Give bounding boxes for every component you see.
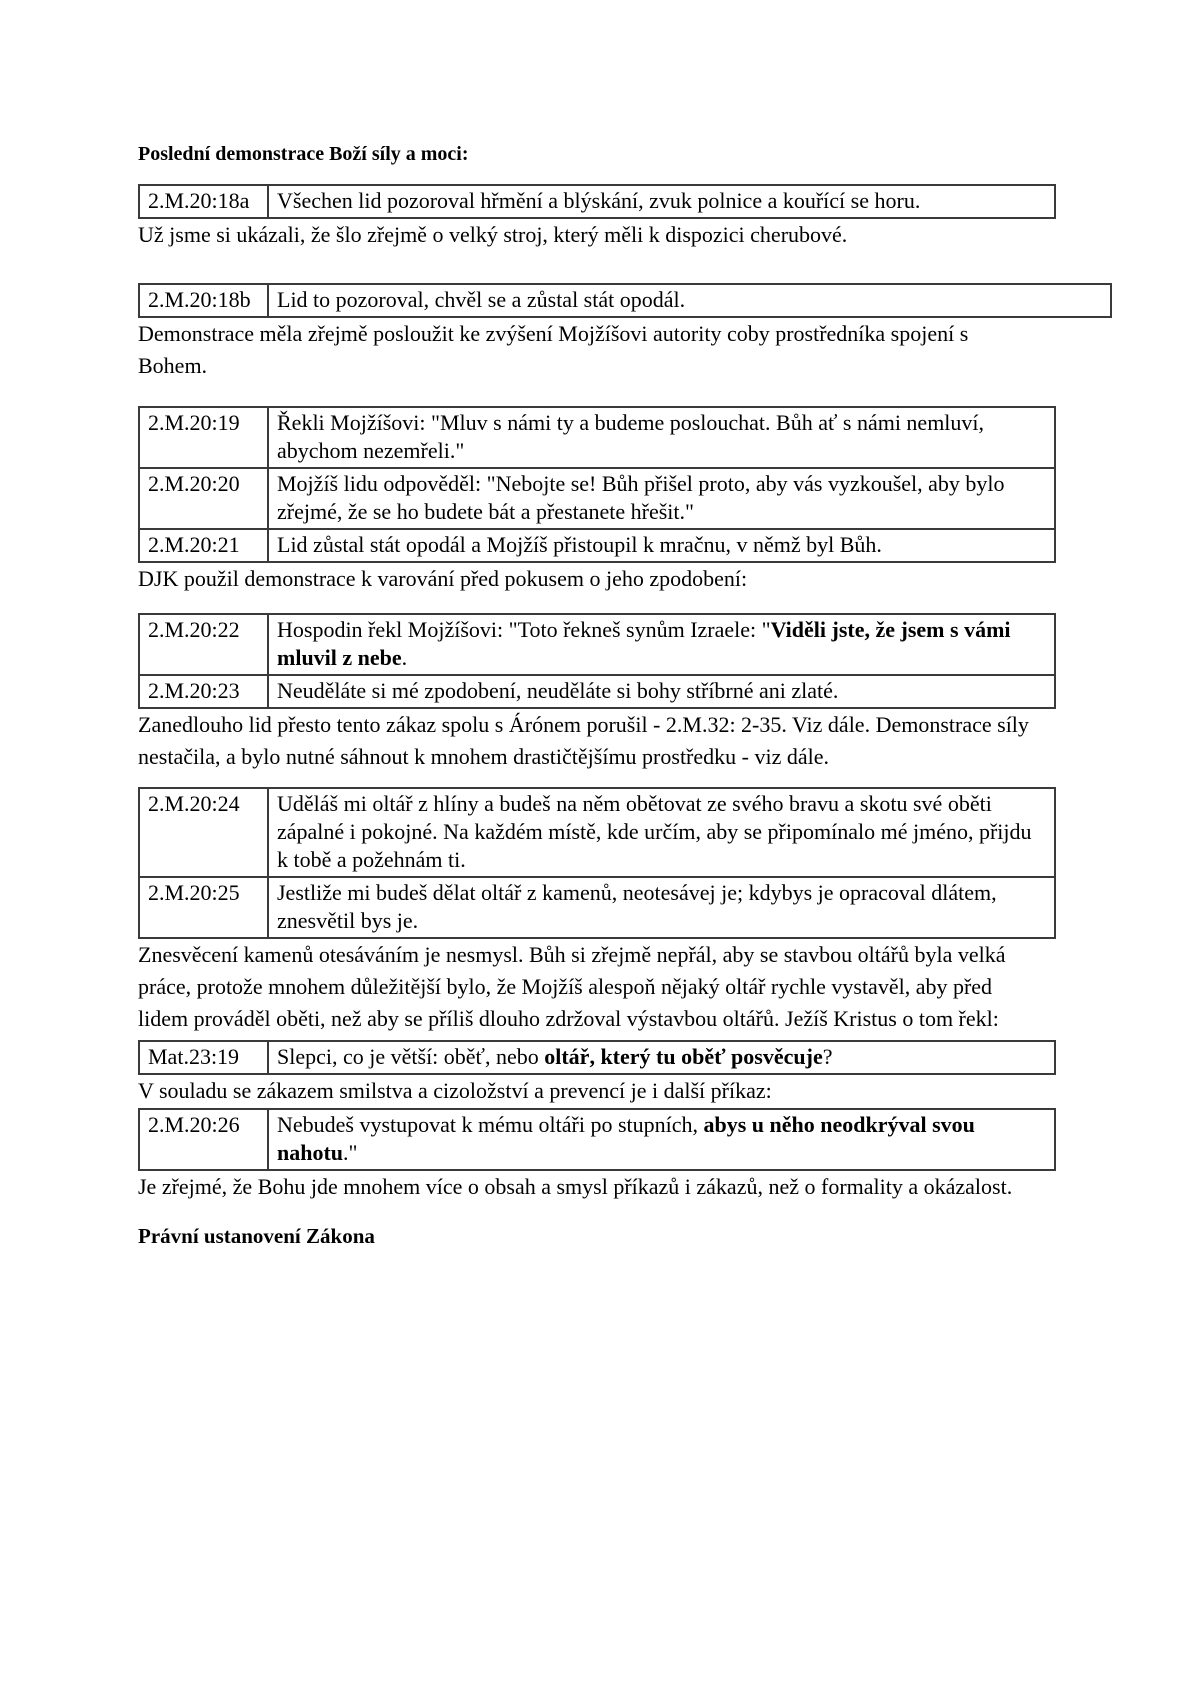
verse-text: [268, 1109, 1055, 1170]
verse-ref: 2.M.20:24: [139, 788, 268, 877]
verse-text-regular: .": [343, 1140, 358, 1165]
verse-text-bold: abys u něho neodkrýval svou nahotu: [277, 1112, 975, 1165]
verse-text-bold: oltář, který tu oběť posvěcuje: [544, 1044, 823, 1069]
verse-ref: Mat.23:19: [139, 1041, 268, 1074]
verse-ref: 2.M.20:23: [139, 675, 268, 708]
paragraph: Už jsme si ukázali, že šlo zřejmě o velký stroj, který měli k dispozici cherubové.: [138, 222, 848, 247]
verse-text: Neuděláte si mé zpodobení, neuděláte si bohy stříbrné ani zlaté.: [268, 675, 1055, 708]
verse-text: Uděláš mi oltář z hlíny a budeš na něm obětovat ze svého bravu a skotu své oběti zápalné i pokojné. Na každém místě, kde určím, aby se připomínalo mé jméno, přijdu k tobě a požehnám ti.: [268, 788, 1055, 877]
verse-row: [139, 407, 1055, 468]
paragraph: DJK použil demonstrace k varování před pokusem o jeho zpodobení:: [138, 566, 748, 591]
verse-text-regular: .: [401, 645, 408, 670]
verse-text-regular: Nebudeš vystupovat k mému oltáři po stupních,: [277, 1112, 704, 1137]
verse-table: [138, 283, 1112, 318]
verse-ref: 2.M.20:19: [139, 407, 268, 468]
verse-text: Všechen lid pozoroval hřmění a blýskání, zvuk polnice a kouřící se horu.: [268, 185, 1055, 218]
verse-text-bold: Viděli jste, že jsem s vámi mluvil z nebe: [277, 617, 1011, 670]
verse-row: [139, 1041, 1055, 1074]
verse-text-regular: Hospodin řekl Mojžíšovi: "Toto řekneš synům Izraele: ": [277, 617, 771, 642]
verse-text: [268, 1041, 1055, 1074]
section-heading: Poslední demonstrace Boží síly a moci:: [138, 143, 469, 165]
verse-row: [139, 877, 1055, 938]
verse-text: Lid to pozoroval, chvěl se a zůstal stát opodál.: [268, 284, 1111, 317]
verse-ref: 2.M.20:21: [139, 529, 268, 562]
paragraph: Je zřejmé, že Bohu jde mnohem více o obsah a smysl příkazů i zákazů, než o formality a okázalost.: [138, 1174, 1013, 1199]
verse-text: Řekli Mojžíšovi: "Mluv s námi ty a budeme poslouchat. Bůh ať s námi nemluví, abychom nezemřeli.": [268, 407, 1055, 468]
verse-text: Lid zůstal stát opodál a Mojžíš přistoupil k mračnu, v němž byl Bůh.: [268, 529, 1055, 562]
verse-table: [138, 613, 1056, 709]
verse-ref: 2.M.20:18a: [139, 185, 268, 218]
verse-table: [138, 1040, 1056, 1075]
verse-text: [268, 614, 1055, 675]
section-heading: Právní ustanovení Zákona: [138, 1224, 375, 1248]
verse-table: [138, 787, 1056, 939]
verse-row: [139, 614, 1055, 675]
verse-row: [139, 468, 1055, 529]
verse-text: Jestliže mi budeš dělat oltář z kamenů, neotesávej je; kdybys je opracoval dlátem, znesvětil bys je.: [268, 877, 1055, 938]
verse-ref: 2.M.20:22: [139, 614, 268, 675]
verse-text-regular: ?: [822, 1044, 833, 1069]
verse-ref: 2.M.20:26: [139, 1109, 268, 1170]
verse-table: [138, 1108, 1056, 1171]
verse-ref: 2.M.20:25: [139, 877, 268, 938]
verse-row: [139, 675, 1055, 708]
verse-text: Mojžíš lidu odpověděl: "Nebojte se! Bůh přišel proto, aby vás vyzkoušel, aby bylo zřejmé, že se ho budete bát a přestanete hřešit.": [268, 468, 1055, 529]
paragraph: V souladu se zákazem smilstva a cizoložství a prevencí je i další příkaz:: [138, 1078, 772, 1103]
verse-row: [139, 284, 1111, 317]
verse-ref: 2.M.20:18b: [139, 284, 268, 317]
paragraph: Znesvěcení kamenů otesáváním je nesmysl. Bůh si zřejmě nepřál, aby se stavbou oltářů byla velká práce, protože mnohem důležitější bylo, že Mojžíš alespoň nějaký oltář rychle vystavěl, aby před lidem prováděl oběti, než aby se příliš dlouho zdržoval výstavbou oltářů. Ježíš Kristus o tom řekl:: [138, 942, 1006, 1031]
verse-text-regular: Slepci, co je větší: oběť, nebo: [277, 1044, 545, 1069]
verse-table: [138, 406, 1056, 563]
verse-ref: 2.M.20:20: [139, 468, 268, 529]
verse-row: [139, 185, 1055, 218]
verse-table: [138, 184, 1056, 219]
paragraph: Zanedlouho lid přesto tento zákaz spolu s Árónem porušil - 2.M.32: 2-35. Viz dále. Demonstrace síly nestačila, a bylo nutné sáhnout k mnohem drastičtějšímu prostředku - viz dále.: [138, 712, 1029, 769]
paragraph: Demonstrace měla zřejmě posloužit ke zvýšení Mojžíšovi autority coby prostředníka spojení s Bohem.: [138, 321, 969, 378]
verse-row: [139, 529, 1055, 562]
verse-row: [139, 1109, 1055, 1170]
verse-row: [139, 788, 1055, 877]
